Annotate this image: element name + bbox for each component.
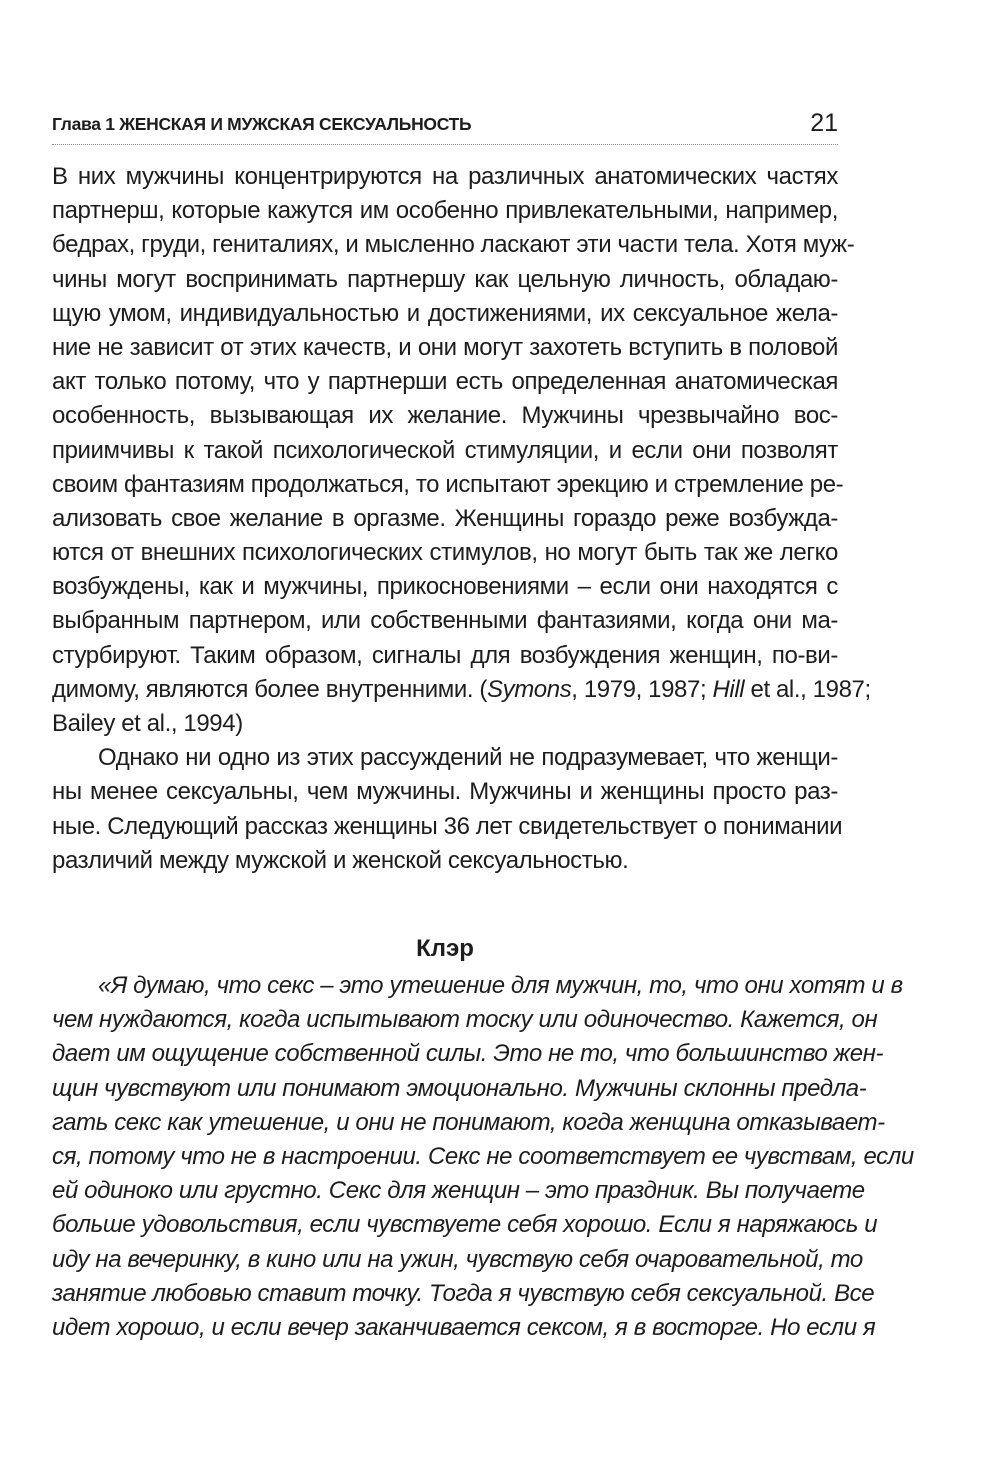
text-line: В них мужчины концентрируются на различных анатомических частях bbox=[52, 163, 838, 190]
quote-line: идет хорошо, и если вечер заканчивается сексом, я в восторге. Но если я bbox=[52, 1313, 876, 1341]
text-line: ные. Следующий рассказ женщины 36 лет свидетельствует о понимании bbox=[52, 812, 843, 840]
quote-line: чем нуждаются, когда испытывают тоску или одиночество. Кажется, он bbox=[52, 1006, 878, 1034]
quote-line: щин чувствуют или понимают эмоционально. Мужчины склонны предла- bbox=[52, 1074, 867, 1102]
citation-line bbox=[52, 673, 871, 707]
running-header bbox=[52, 110, 838, 145]
citation-text: et al., 1987; bbox=[744, 675, 871, 703]
text-line: щую умом, индивидуальностью и достижениями, их сексуальное жела- bbox=[52, 299, 838, 327]
quote-line: ся, потому что не в настроении. Секс не соответствует ее чувствам, если bbox=[52, 1142, 914, 1170]
page-number: 21 bbox=[810, 109, 838, 137]
text-line: Однако ни одно из этих рассуждений не подразумевает, что женщи- bbox=[98, 744, 838, 772]
chapter-title: Глава 1 ЖЕНСКАЯ И МУЖСКАЯ СЕКСУАЛЬНОСТЬ bbox=[52, 114, 472, 134]
text-line: партнерш, которые кажутся им особенно привлекательными, например, bbox=[52, 197, 838, 225]
citation-text: , 1979, 1987; bbox=[571, 675, 713, 703]
text-line: ализовать свое желание в оргазме. Женщины гораздо реже возбужда- bbox=[52, 504, 838, 532]
text-line: ются от внешних психологических стимулов, но могут быть так же легко bbox=[52, 539, 838, 567]
text-line: акт только потому, что у партнерши есть определенная анатомическая bbox=[52, 368, 838, 396]
paragraph-1 bbox=[52, 160, 871, 741]
text-line: особенность, вызывающая их желание. Мужчины чрезвычайно вос- bbox=[52, 402, 838, 430]
text-line: ние не зависит от этих качеств, и они могут захотеть вступить в половой bbox=[52, 333, 838, 361]
text-line: чины могут воспринимать партнершу как цельную личность, обладаю- bbox=[52, 265, 838, 293]
text-line: выбранным партнером, или собственными фантазиями, когда они ма- bbox=[52, 607, 838, 635]
citation-author: Symons bbox=[487, 675, 572, 703]
book-page bbox=[52, 0, 914, 1469]
text-line: ны менее сексуальны, чем мужчины. Мужчины и женщины просто раз- bbox=[52, 778, 838, 806]
quote-line: занятие любовью ставит точку. Тогда я чувствую себя сексуальной. Все bbox=[52, 1279, 875, 1307]
quote-line: больше удовольствия, если чувствуете себя хорошо. Если я наряжаюсь и bbox=[52, 1211, 878, 1239]
text-line: стурбируют. Таким образом, сигналы для возбуждения женщин, по-ви- bbox=[52, 641, 838, 669]
body-text bbox=[52, 160, 871, 878]
citation-author: Hill bbox=[712, 675, 745, 703]
text-line: различий между мужской и женской сексуальностью. bbox=[52, 846, 629, 874]
paragraph-2 bbox=[52, 741, 843, 878]
text-line: Bailey et al., 1994) bbox=[52, 710, 243, 737]
quote-block bbox=[52, 969, 914, 1345]
quote-line: иду на вечеринку, в кино или на ужин, чувствую себя очаровательной, то bbox=[52, 1245, 863, 1273]
text-line: своим фантазиям продолжаться, то испытают эрекцию и стремление ре- bbox=[52, 470, 844, 498]
text-line: приимчивы к такой психологической стимуляции, и если они позволят bbox=[52, 436, 838, 464]
quote-line: гать секс как утешение, и они не понимают, когда женщина отказывает- bbox=[52, 1108, 885, 1136]
quote-line: дает им ощущение собственной силы. Это не то, что большинство жен- bbox=[52, 1040, 884, 1068]
citation-text: димому, являются более внутренними. ( bbox=[52, 675, 487, 703]
text-line: возбуждены, как и мужчины, прикосновениями – если они находятся с bbox=[52, 573, 838, 601]
section-heading: Клэр bbox=[416, 935, 474, 962]
quote-line: «Я думаю, что секс – это утешение для мужчин, то, что они хотят и в bbox=[98, 972, 903, 999]
text-line: бедрах, груди, гениталиях, и мысленно ласкают эти части тела. Хотя муж- bbox=[52, 231, 855, 259]
quote-line: ей одиноко или грустно. Секс для женщин – это праздник. Вы получаете bbox=[52, 1177, 865, 1205]
